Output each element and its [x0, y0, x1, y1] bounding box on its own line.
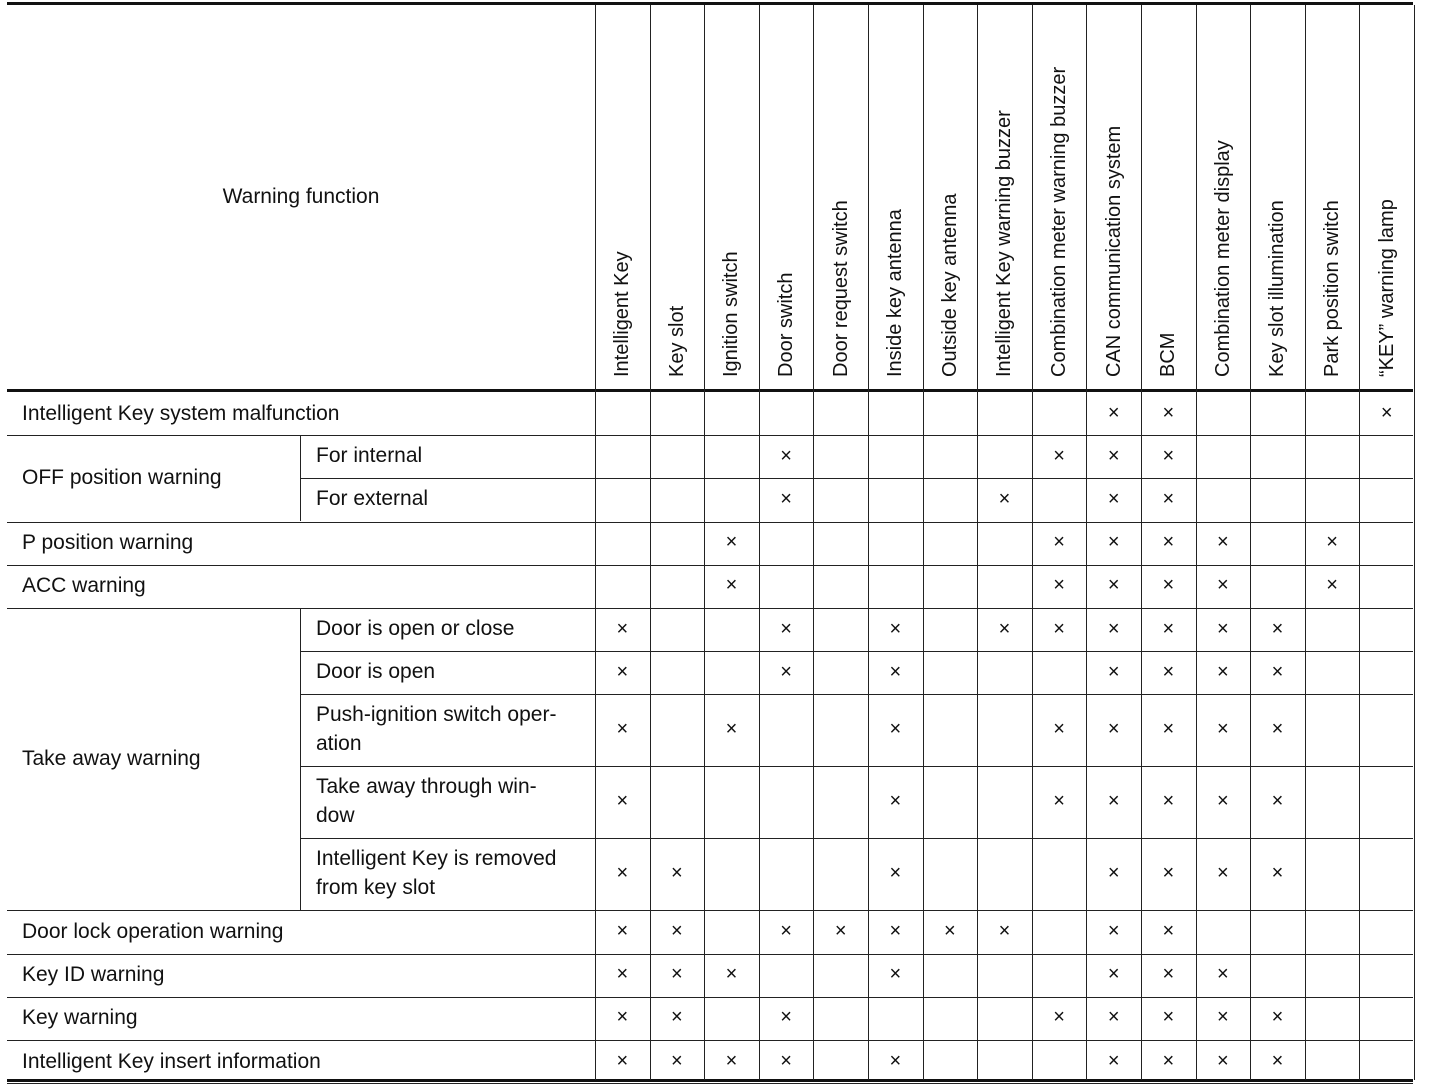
column-header-label: Inside key antenna — [884, 209, 907, 377]
column-header — [1141, 5, 1196, 389]
applicable-mark: × — [616, 1050, 629, 1072]
applicable-mark: × — [1107, 862, 1120, 884]
applicable-mark: × — [1217, 574, 1229, 596]
sub-row-divider — [300, 910, 1413, 911]
applicable-mark: × — [671, 1006, 683, 1028]
applicable-mark: × — [1217, 1050, 1229, 1072]
applicable-mark: × — [616, 618, 629, 640]
applicable-mark: × — [616, 862, 629, 884]
applicable-mark: × — [889, 1050, 902, 1072]
applicable-mark: × — [725, 1050, 738, 1072]
applicable-mark: × — [671, 862, 683, 884]
sub-row-divider — [300, 478, 1413, 479]
table-header-rule — [7, 389, 1413, 392]
column-header — [1250, 5, 1305, 389]
applicable-mark: × — [1107, 920, 1120, 942]
row-label: P position warning — [22, 531, 194, 554]
applicable-mark: × — [1107, 718, 1120, 740]
row-divider — [7, 608, 1413, 609]
sub-row-divider — [300, 838, 1413, 839]
column-header-label: Key slot — [665, 305, 688, 377]
row-group-label: Take away warning — [22, 747, 201, 770]
column-header-label: Combination meter display — [1211, 140, 1234, 377]
applicable-mark: × — [725, 531, 738, 553]
applicable-mark: × — [1162, 445, 1175, 467]
applicable-mark: × — [1217, 790, 1229, 812]
applicable-mark: × — [1162, 718, 1175, 740]
column-divider — [923, 5, 924, 1080]
row-sub-label: dow — [316, 804, 355, 827]
applicable-mark: × — [1107, 618, 1120, 640]
applicable-mark: × — [1271, 661, 1284, 683]
applicable-mark: × — [1326, 574, 1338, 596]
applicable-mark: × — [725, 718, 738, 740]
applicable-mark: × — [1107, 963, 1120, 985]
applicable-mark: × — [1162, 920, 1175, 942]
applicable-mark: × — [725, 963, 738, 985]
applicable-mark: × — [889, 790, 902, 812]
applicable-mark: × — [1107, 1050, 1120, 1072]
applicable-mark: × — [1271, 718, 1284, 740]
applicable-mark: × — [616, 920, 629, 942]
column-header-label: BCM — [1157, 332, 1180, 377]
row-sub-label: ation — [316, 732, 362, 755]
applicable-mark: × — [944, 920, 956, 942]
column-header — [704, 5, 759, 389]
applicable-mark: × — [1217, 531, 1229, 553]
column-header-label: Key slot illumination — [1266, 200, 1289, 377]
applicable-mark: × — [1162, 963, 1175, 985]
column-header — [868, 5, 923, 389]
applicable-mark: × — [616, 1006, 629, 1028]
applicable-mark: × — [998, 488, 1011, 510]
applicable-mark: × — [1271, 618, 1284, 640]
applicable-mark: × — [1162, 790, 1175, 812]
applicable-mark: × — [616, 718, 629, 740]
applicable-mark: × — [1271, 790, 1284, 812]
applicable-mark: × — [1107, 531, 1120, 553]
row-sub-label: from key slot — [316, 876, 436, 899]
column-header — [759, 5, 814, 389]
column-header-label: Park position switch — [1321, 200, 1344, 377]
row-label: ACC warning — [22, 574, 146, 597]
applicable-mark: × — [1162, 618, 1175, 640]
applicable-mark: × — [1162, 862, 1175, 884]
applicable-mark: × — [1107, 402, 1120, 424]
applicable-mark: × — [780, 920, 792, 942]
applicable-mark: × — [1162, 574, 1175, 596]
row-sub-label: Door is open — [316, 660, 436, 683]
applicable-mark: × — [616, 661, 629, 683]
applicable-mark: × — [1053, 531, 1065, 553]
applicable-mark: × — [889, 618, 902, 640]
applicable-mark: × — [1107, 661, 1120, 683]
applicable-mark: × — [780, 1050, 792, 1072]
applicable-mark: × — [671, 920, 683, 942]
applicable-mark: × — [1217, 661, 1229, 683]
applicable-mark: × — [834, 920, 847, 942]
row-label: Key warning — [22, 1006, 138, 1029]
applicable-mark: × — [1271, 1050, 1284, 1072]
column-divider — [650, 5, 651, 1080]
row-divider — [7, 954, 1413, 955]
applicable-mark: × — [1162, 488, 1175, 510]
column-header-label: Door switch — [775, 272, 798, 377]
applicable-mark: × — [1217, 963, 1229, 985]
applicable-mark: × — [1107, 488, 1120, 510]
sub-row-divider — [300, 522, 1413, 523]
column-header — [1359, 5, 1414, 389]
applicable-mark: × — [1107, 445, 1120, 467]
column-divider — [759, 5, 760, 1080]
column-header — [977, 5, 1032, 389]
row-divider — [7, 565, 1413, 566]
applicable-mark: × — [1271, 862, 1284, 884]
row-divider — [7, 435, 1413, 436]
applicable-mark: × — [1162, 1006, 1175, 1028]
row-label: Intelligent Key system malfunction — [22, 402, 340, 425]
row-group-label: OFF position warning — [22, 466, 222, 489]
column-header-label: Outside key antenna — [938, 193, 961, 377]
applicable-mark: × — [889, 963, 902, 985]
column-divider — [813, 5, 814, 1080]
column-header-label: Door request switch — [829, 200, 852, 377]
applicable-mark: × — [780, 1006, 792, 1028]
applicable-mark: × — [1162, 402, 1175, 424]
sub-row-divider — [300, 651, 1413, 652]
column-header — [1086, 5, 1141, 389]
applicable-mark: × — [1162, 661, 1175, 683]
column-divider — [1414, 5, 1415, 1080]
applicable-mark: × — [780, 445, 792, 467]
column-header-label: CAN communication system — [1102, 125, 1125, 377]
applicable-mark: × — [1107, 790, 1120, 812]
applicable-mark: × — [1217, 1006, 1229, 1028]
column-header-label: Ignition switch — [720, 251, 743, 377]
table-bottom-rule — [7, 1079, 1413, 1082]
column-header — [1032, 5, 1087, 389]
sub-row-divider — [300, 766, 1413, 767]
applicable-mark: × — [1380, 402, 1393, 424]
column-header-label: “KEY” warning lamp — [1375, 199, 1398, 377]
column-header-label: Intelligent Key — [611, 251, 634, 377]
applicable-mark: × — [1162, 1050, 1175, 1072]
sub-row-divider — [300, 694, 1413, 695]
applicable-mark: × — [1053, 445, 1065, 467]
applicable-mark: × — [1053, 574, 1065, 596]
column-divider — [977, 5, 978, 1080]
column-header — [650, 5, 705, 389]
row-sub-label: For external — [316, 487, 429, 510]
applicable-mark: × — [998, 920, 1011, 942]
applicable-mark: × — [1217, 718, 1229, 740]
column-divider — [868, 5, 869, 1080]
row-divider — [7, 1040, 1413, 1041]
column-header-label: Combination meter warning buzzer — [1048, 66, 1071, 377]
row-divider — [7, 1083, 1413, 1084]
applicable-mark: × — [1107, 574, 1120, 596]
applicable-mark: × — [1053, 790, 1065, 812]
applicable-mark: × — [780, 618, 792, 640]
applicable-mark: × — [1053, 718, 1065, 740]
applicable-mark: × — [1326, 531, 1338, 553]
column-header — [813, 5, 868, 389]
row-label: Key ID warning — [22, 963, 165, 986]
applicable-mark: × — [1162, 531, 1175, 553]
applicable-mark: × — [889, 661, 902, 683]
row-sub-label: For internal — [316, 444, 423, 467]
column-header — [1305, 5, 1360, 389]
applicable-mark: × — [616, 790, 629, 812]
row-label: Door lock operation warning — [22, 920, 284, 943]
applicable-mark: × — [780, 661, 792, 683]
row-sub-label: Door is open or close — [316, 617, 515, 640]
applicable-mark: × — [889, 862, 902, 884]
applicable-mark: × — [1271, 1006, 1284, 1028]
applicable-mark: × — [1217, 862, 1229, 884]
applicable-mark: × — [725, 574, 738, 596]
applicable-mark: × — [671, 1050, 683, 1072]
column-header — [923, 5, 978, 389]
applicable-mark: × — [1107, 1006, 1120, 1028]
row-sub-label: Push-ignition switch oper- — [316, 703, 557, 726]
column-header — [595, 5, 650, 389]
row-divider — [7, 997, 1413, 998]
column-header-label: Intelligent Key warning buzzer — [993, 110, 1016, 377]
applicable-mark: × — [671, 963, 683, 985]
applicable-mark: × — [998, 618, 1011, 640]
applicable-mark: × — [889, 718, 902, 740]
group-divider — [300, 608, 301, 910]
row-label: Intelligent Key insert information — [22, 1050, 321, 1073]
row-sub-label: Take away through win- — [316, 775, 537, 798]
applicable-mark: × — [1053, 1006, 1065, 1028]
applicable-mark: × — [616, 963, 629, 985]
applicable-mark: × — [780, 488, 792, 510]
column-divider — [595, 5, 596, 1080]
applicable-mark: × — [1053, 618, 1065, 640]
applicable-mark: × — [1217, 618, 1229, 640]
row-sub-label: Intelligent Key is removed — [316, 847, 557, 870]
warning-function-header: Warning function — [222, 185, 380, 208]
column-header — [1196, 5, 1251, 389]
applicable-mark: × — [889, 920, 902, 942]
